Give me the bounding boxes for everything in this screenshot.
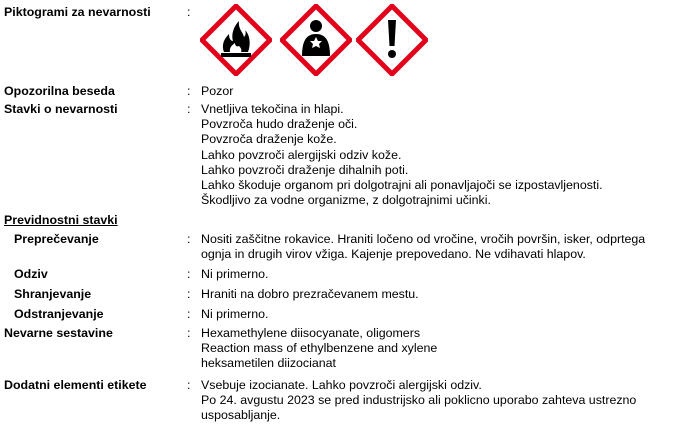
pictograms-label: Piktogrami za nevarnosti (4, 5, 151, 19)
prevention-line: Nositi zaščitne rokavice. Hraniti ločeno od vročine, vročih površin, isker, odprtega (201, 232, 646, 246)
colon: : (187, 5, 191, 19)
colon: : (187, 102, 191, 116)
colon: : (187, 378, 191, 392)
disposal-label: Odstranjevanje (14, 307, 104, 321)
colon: : (187, 287, 191, 301)
precautionary-heading: Previdnostni stavki (4, 213, 118, 227)
response-label: Odziv (14, 267, 48, 281)
colon: : (187, 267, 191, 281)
colon: : (187, 84, 191, 98)
hazard-statement: Lahko povzroči draženje dihalnih poti. (201, 162, 409, 177)
ingredient: heksametilen diizocianat (201, 356, 336, 371)
exclamation-mark-icon (356, 4, 428, 76)
supplemental-text (201, 378, 636, 424)
hazard-statement: Povzroča draženje kože. (201, 132, 337, 147)
colon: : (187, 326, 191, 340)
signal-word-label: Opozorilna beseda (4, 84, 115, 98)
supplemental-line: Po 24. avgustu 2023 se pred industrijsko ali poklicno uporabo zahteva ustrezno (201, 393, 637, 408)
hazard-statement: Lahko škoduje organom pri dolgotrajni ali ponavljajoči se izpostavljenosti. (201, 178, 603, 193)
hazard-statements-list (201, 102, 603, 208)
hazard-statements-label: Stavki o nevarnosti (4, 102, 118, 116)
hazardous-ingredients-list (201, 326, 437, 372)
hazardous-ingredients-label: Nevarne sestavine (4, 326, 113, 340)
prevention-text (201, 232, 645, 262)
response-value: Ni primerno. (201, 267, 269, 281)
disposal-value: Ni primerno. (201, 307, 269, 321)
hazard-statement: Vnetljiva tekočina in hlapi. (201, 102, 344, 116)
hazard-statement: Lahko povzroči alergijski odziv kože. (201, 147, 402, 162)
supplemental-label: Dodatni elementi etikete (4, 378, 147, 392)
colon: : (187, 307, 191, 321)
prevention-label: Preprečevanje (14, 232, 99, 246)
hazard-statement: Povzroča hudo draženje oči. (201, 117, 358, 132)
flame-icon (200, 4, 272, 76)
health-hazard-icon (280, 4, 352, 76)
ingredient: Reaction mass of ethylbenzene and xylene (201, 341, 438, 356)
ingredient: Hexamethylene diisocyanate, oligomers (201, 326, 421, 340)
signal-word-value: Pozor (201, 84, 234, 98)
hazard-statement: Škodljivo za vodne organizme, z dolgotrajnimi učinki. (201, 193, 491, 208)
supplemental-line: usposabljanje. (201, 408, 281, 423)
storage-label: Shranjevanje (14, 287, 92, 301)
storage-value: Hraniti na dobro prezračevanem mestu. (201, 287, 419, 301)
prevention-line: ognja in drugih virov vžiga. Kajenje prepovedano. Ne vdihavati hlapov. (201, 247, 586, 262)
supplemental-line: Vsebuje izocianate. Lahko povzroči alergijski odziv. (201, 378, 482, 392)
colon: : (187, 232, 191, 246)
